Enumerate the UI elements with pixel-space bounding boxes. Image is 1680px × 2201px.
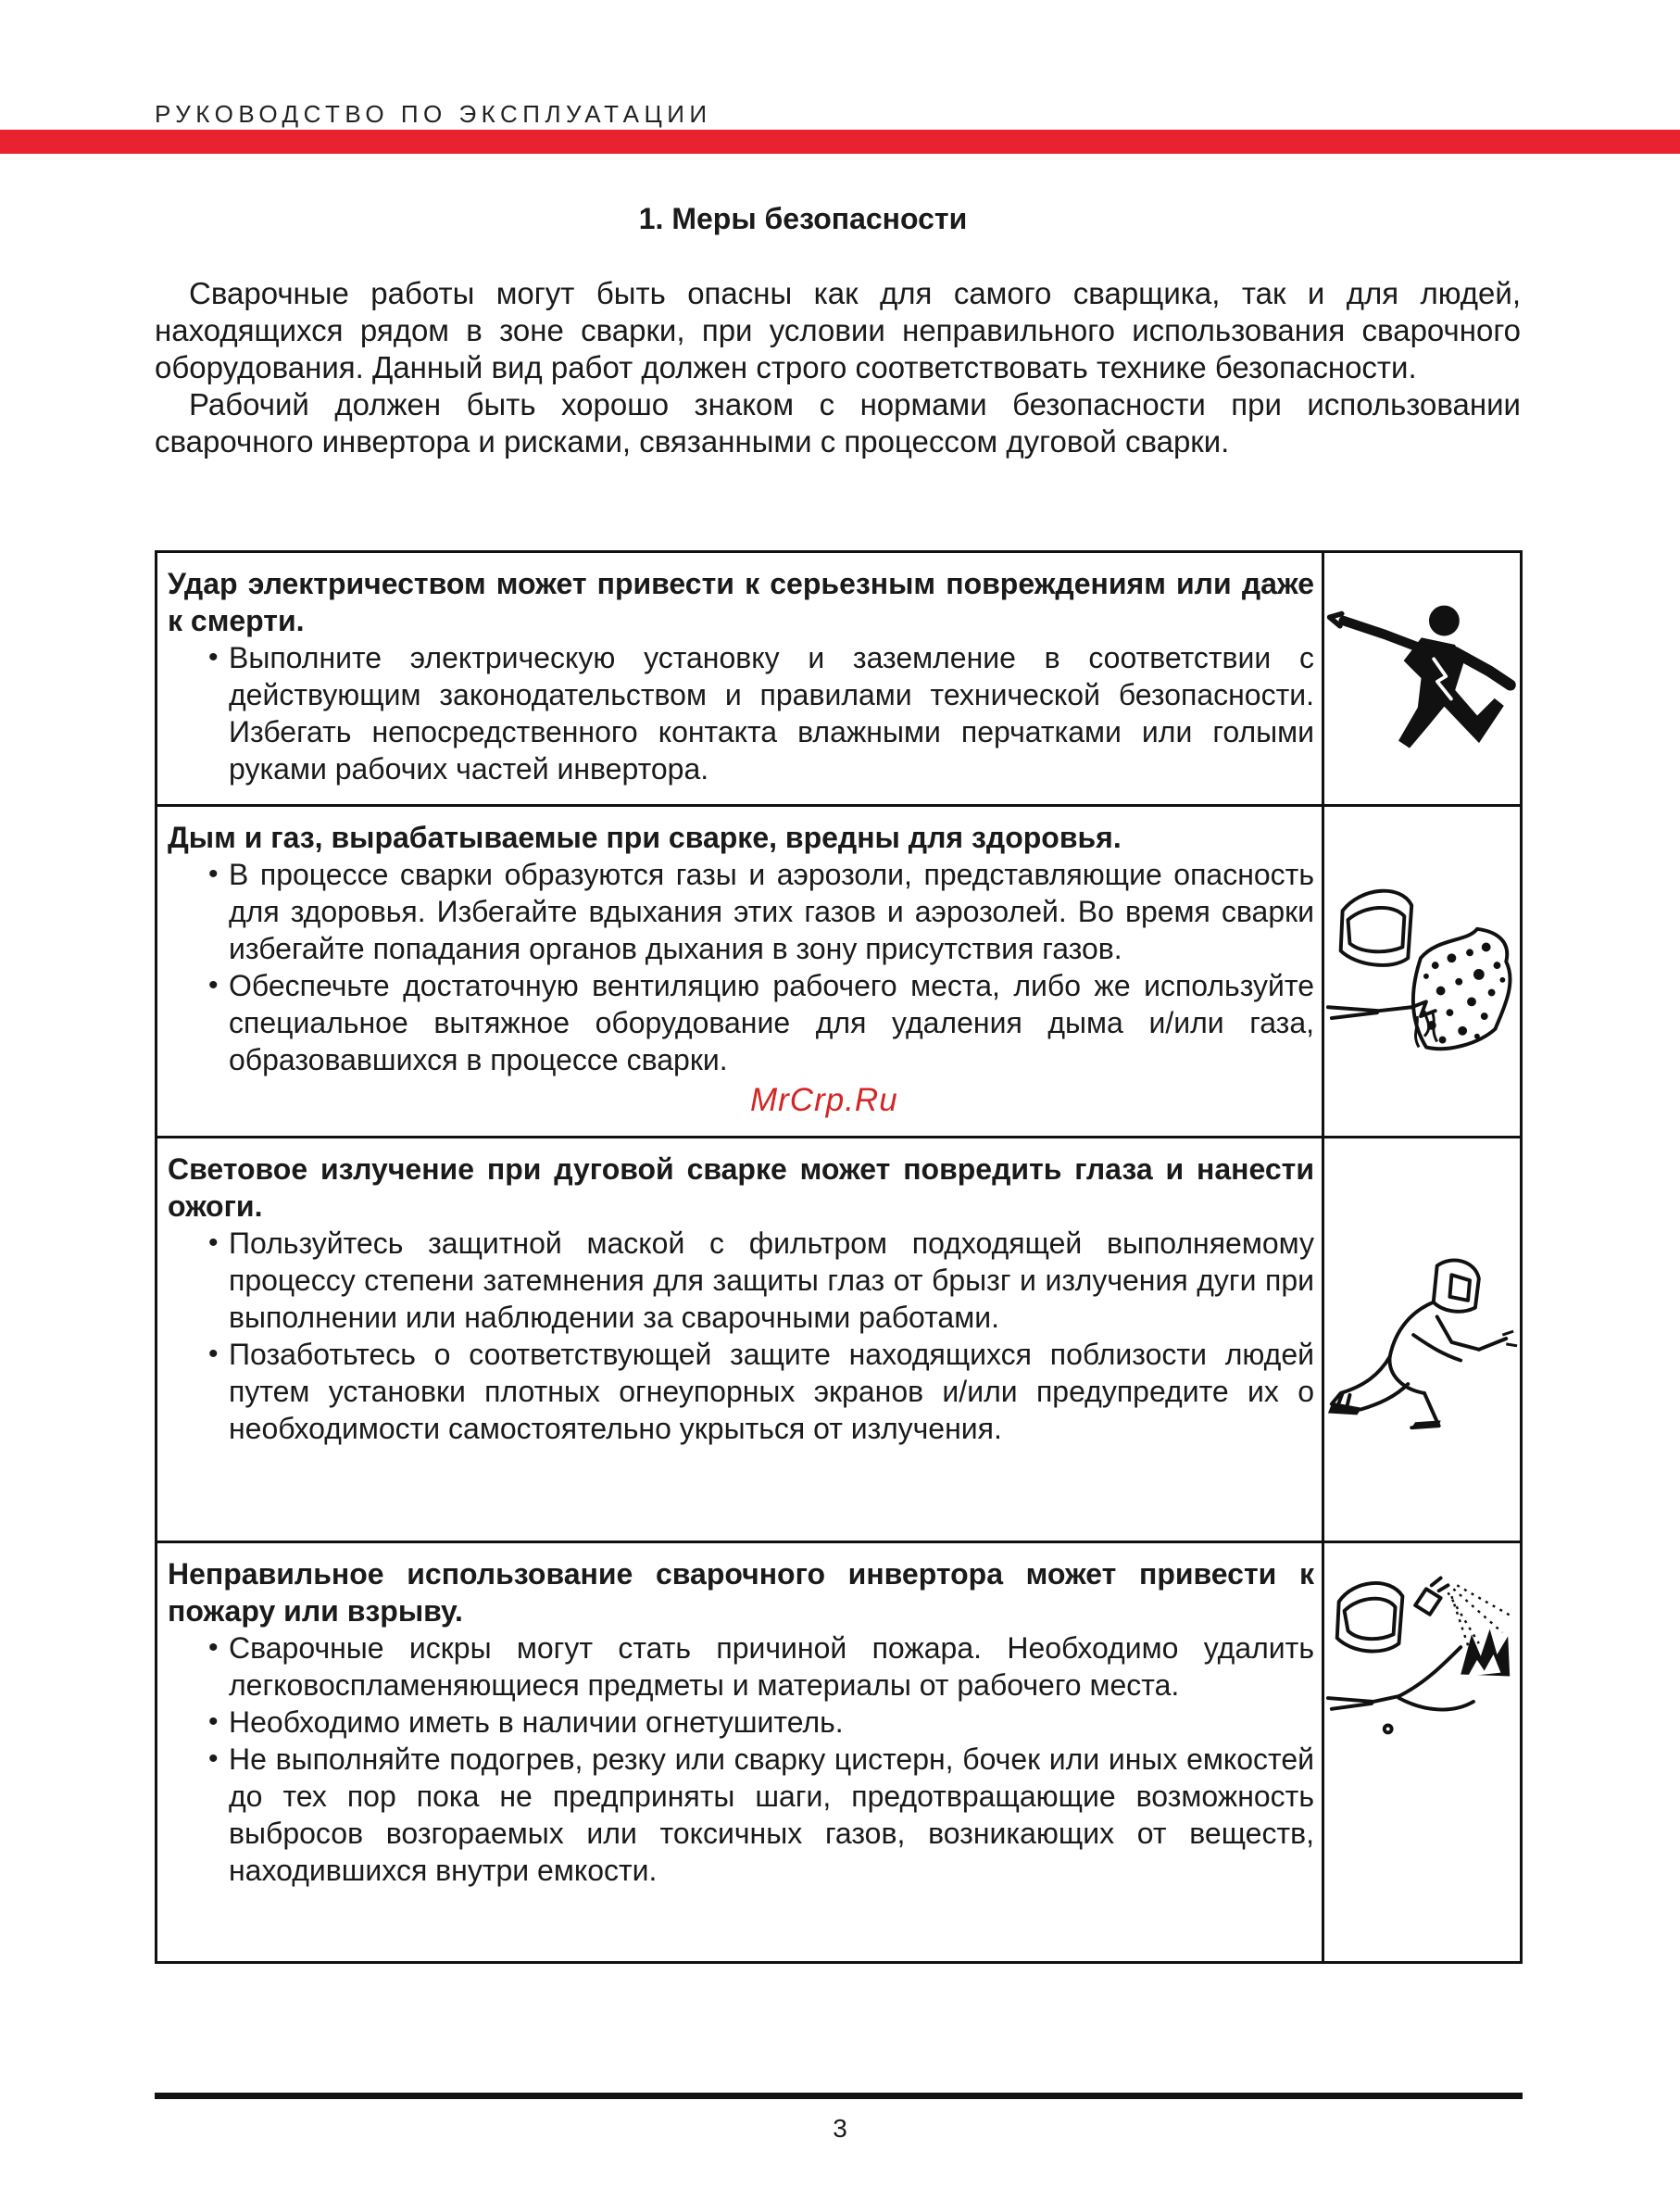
hazard-title: Неправильное использование сварочного инвертора может привести к пожару или взрыву. — [168, 1557, 1314, 1628]
hazard-bullet: • Обеспечьте достаточную вентиляцию рабочего места, либо же используйте специальное вытяжное оборудование для удаления дыма и/или газа, образовавшихся в процессе сварки. — [229, 967, 1314, 1078]
hazard-title: Световое излучение при дуговой сварке может повредить глаза и нанести ожоги. — [168, 1152, 1314, 1223]
intro-text — [155, 275, 1521, 460]
document-header-title: РУКОВОДСТВО ПО ЭКСПЛУАТАЦИИ — [155, 100, 712, 128]
hazard-title: Удар электричеством может привести к серьезным повреждениям или даже к смерти. — [168, 567, 1314, 637]
hazard-bullets — [168, 1629, 1314, 1889]
watermark: MrCrp.Ru — [750, 1082, 898, 1118]
safety-row-illustration — [1323, 552, 1522, 806]
hazard-bullet: • В процессе сварки образуются газы и аэрозоли, представляющие опасность для здоровья. Избегайте вдыхания этих газов и аэрозолей. Во время сварки избегайте попадания органов дыхания в зону присутствия газов. — [229, 856, 1314, 967]
welding-fumes-icon — [1324, 873, 1520, 1067]
page-number: 3 — [833, 2114, 847, 2143]
footer-rule — [155, 2093, 1523, 2099]
intro-paragraph-2: Рабочий должен быть хорошо знаком с нормами безопасности при использовании сварочного инвертора и рисками, связанными с процессом дуговой сварки. — [155, 387, 1521, 459]
intro-paragraph-1: Сварочные работы могут быть опасны как для самого сварщика, так и для людей, находящихся рядом в зоне сварки, при условии неправильного использования сварочного оборудования. Данный вид работ должен строго соответствовать технике безопасности. — [155, 276, 1521, 384]
hazard-bullet: • Выполните электрическую установку и заземление в соответствии с действующим законодательством и правилами технической безопасности. Избегать непосредственного контакта влажными перчатками или голыми руками рабочих частей инвертора. — [229, 639, 1314, 787]
electric-shock-icon — [1324, 589, 1520, 765]
hazard-bullets — [168, 1225, 1314, 1447]
safety-table — [155, 550, 1523, 1964]
hazard-bullet: • Сварочные искры могут стать причиной пожара. Необходимо удалить легковоспламеняющиеся предметы и материалы от рабочего места. — [229, 1629, 1314, 1704]
section-title: 1. Меры безопасности — [638, 202, 968, 235]
hazard-title: Дым и газ, вырабатываемые при сварке, вредны для здоровья. — [168, 821, 1122, 854]
safety-row-illustration — [1323, 806, 1522, 1138]
hazard-bullet: • Пользуйтесь защитной маской с фильтром подходящей выполняемому процессу степени затемнения для защиты глаз от брызг и излучения дуги при выполнении или наблюдении за сварочными работами. — [229, 1225, 1314, 1336]
header-accent-bar — [0, 130, 1680, 154]
hazard-bullet: • Не выполняйте подогрев, резку или сварку цистерн, бочек или иных емкостей до тех пор пока не предприняты шаги, предотвращающие возможность выбросов возгораемых или токсичных газов, возникающих от веществ, находившихся внутри емкости. — [229, 1741, 1314, 1889]
kneeling-welder-icon — [1324, 1246, 1520, 1431]
hazard-bullets — [168, 639, 1314, 787]
safety-row-arc-radiation — [157, 1138, 1522, 1542]
safety-row-text — [157, 1138, 1323, 1542]
hazard-bullets — [168, 856, 1314, 1078]
safety-row-text — [157, 806, 1323, 1138]
safety-row-illustration — [1323, 1138, 1522, 1542]
hazard-bullet: • Позаботьтесь о соответствующей защите находящихся поблизости людей путем установки плотных огнеупорных экранов и/или предупредите их о необходимости самостоятельно укрыться от излучения. — [229, 1336, 1314, 1447]
safety-row-illustration — [1323, 1542, 1522, 1963]
safety-row-electric-shock — [157, 552, 1522, 806]
fire-hazard-icon — [1324, 1564, 1520, 1740]
safety-row-text — [157, 552, 1323, 806]
safety-row-text — [157, 1542, 1323, 1963]
hazard-bullet: • Необходимо иметь в наличии огнетушитель. — [229, 1704, 1314, 1741]
safety-row-fire-explosion — [157, 1542, 1522, 1963]
